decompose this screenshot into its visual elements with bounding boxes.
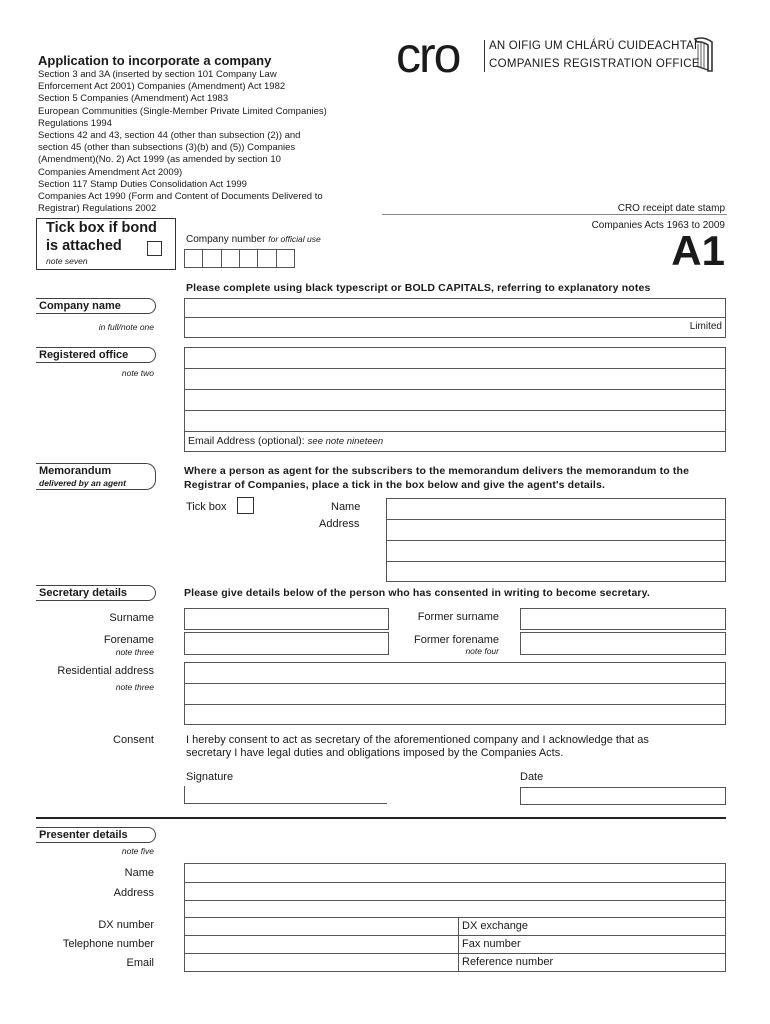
registered-office-section-title: Registered office	[39, 349, 129, 361]
receipt-stamp-label: CRO receipt date stamp	[617, 203, 725, 214]
signature-field[interactable]	[184, 786, 387, 804]
telephone-label: Telephone number	[62, 938, 154, 950]
company-number-label: Company number for official use	[186, 234, 321, 245]
presenter-address-line-2[interactable]	[184, 900, 726, 918]
harp-icon	[692, 36, 716, 79]
company-number-digit[interactable]	[203, 250, 221, 267]
memorandum-section-title: Memorandum	[39, 465, 112, 477]
former-forename-label: Former forename	[414, 634, 499, 646]
registered-office-line-1[interactable]	[184, 347, 726, 369]
former-surname-label: Former surname	[417, 611, 499, 623]
date-input[interactable]	[520, 787, 726, 805]
bond-title-line2: is attached	[46, 238, 122, 254]
general-instructions: Please complete using black typescript or BOLD CAPITALS, referring to explanatory notes	[186, 282, 651, 294]
consent-text-1: I hereby consent to act as secretary of the aforementioned company and I acknowledge that as	[186, 734, 649, 746]
secretary-instruction: Please give details below of the person who has consented in writing to become secretary.	[184, 587, 650, 599]
residential-address-line-3[interactable]	[184, 704, 726, 725]
company-number-digit[interactable]	[240, 250, 258, 267]
residential-address-label: Residential address	[57, 665, 154, 677]
presenter-divider	[36, 817, 726, 819]
agent-address-line-2[interactable]	[386, 540, 726, 562]
company-name-input-1[interactable]	[184, 298, 726, 318]
memorandum-instruction-1: Where a person as agent for the subscribers to the memorandum delivers the memorandum to the	[184, 465, 690, 477]
residential-address-line-1[interactable]	[184, 662, 726, 684]
forename-input[interactable]	[184, 632, 389, 655]
surname-input[interactable]	[184, 608, 389, 630]
secretary-section-title: Secretary details	[39, 587, 128, 599]
bond-title-line1: Tick box if bond	[46, 220, 157, 236]
registered-office-line-2[interactable]	[184, 368, 726, 390]
logo-divider	[484, 40, 485, 72]
former-forename-note: note four	[465, 646, 499, 656]
registered-office-line-4[interactable]	[184, 410, 726, 432]
dx-number-label: DX number	[98, 919, 154, 931]
consent-label: Consent	[113, 734, 154, 746]
legislation-text: Section 3 and 3A (inserted by section 101 Company Law Enforcement Act 2001) Companies (Amendment) Act 1982 Section 5 Companies (Amendment) Act 1983 European Communities (Single-Member Private Limited Companies) Regulations 1994 Sections 42 and 43, section 44 (other than subsection (2)) and section 45 (other than subsections (3)(b) and (5)) Companies (Amendment)(No. 2) Act 1999 (as amended by section 10 Companies Amendment Act 2009) Section 117 Stamp Duties Consolidation Act 1999 Companies Act 1990 (Form and Content of Documents Delivered to Registrar) Regulations 2002	[38, 69, 327, 215]
company-number-digit[interactable]	[222, 250, 240, 267]
registered-office-note: note two	[121, 368, 154, 378]
agent-tick-box[interactable]	[237, 497, 254, 514]
cro-logo: cro	[396, 27, 460, 83]
dx-number-input[interactable]	[184, 917, 459, 936]
email-address-label: Email Address (optional): see note nineteen	[188, 435, 384, 447]
former-forename-input[interactable]	[520, 632, 726, 655]
bond-note: note seven	[46, 256, 88, 266]
company-name-suffix: Limited	[689, 321, 722, 332]
telephone-input[interactable]	[184, 935, 459, 954]
presenter-section-title: Presenter details	[39, 829, 128, 841]
presenter-name-label: Name	[124, 867, 154, 879]
former-surname-input[interactable]	[520, 608, 726, 630]
bond-tick-box[interactable]	[147, 241, 162, 256]
company-name-note: in full/note one	[98, 322, 154, 332]
agent-address-line-3[interactable]	[386, 561, 726, 582]
presenter-email-input[interactable]	[184, 953, 459, 972]
agent-tick-label: Tick box	[186, 501, 227, 513]
signature-label: Signature	[186, 771, 234, 783]
header-rule	[382, 214, 727, 215]
memorandum-subtitle: delivered by an agent	[39, 478, 126, 488]
agent-address-label: Address	[319, 518, 360, 530]
presenter-name-input[interactable]	[184, 863, 726, 883]
forename-label: Forename	[103, 634, 154, 646]
company-name-section-title: Company name	[39, 300, 121, 312]
office-name-irish: AN OIFIG UM CHLÁRÚ CUIDEACHTAÍ	[489, 40, 698, 52]
acts-label: Companies Acts 1963 to 2009	[591, 220, 725, 231]
presenter-note: note five	[121, 846, 154, 856]
agent-address-line-1[interactable]	[386, 519, 726, 541]
presenter-address-line-1[interactable]	[184, 882, 726, 901]
fax-label: Fax number	[462, 938, 521, 950]
surname-label: Surname	[109, 612, 154, 624]
company-number-digit[interactable]	[277, 250, 294, 267]
residential-address-note: note three	[115, 682, 154, 692]
email-label: Email	[126, 957, 154, 969]
agent-name-input[interactable]	[386, 498, 726, 520]
form-code: A1	[671, 227, 725, 274]
residential-address-line-2[interactable]	[184, 683, 726, 705]
agent-name-label: Name	[331, 501, 361, 513]
company-name-input-2[interactable]	[184, 317, 726, 338]
company-number-boxes[interactable]	[184, 249, 295, 268]
office-name-english: COMPANIES REGISTRATION OFFICE	[489, 58, 700, 70]
forename-note: note three	[115, 647, 154, 657]
consent-text-2: secretary I have legal duties and obligations imposed by the Companies Acts.	[186, 747, 564, 759]
registered-office-line-3[interactable]	[184, 389, 726, 411]
presenter-address-label: Address	[113, 887, 154, 899]
company-number-digit[interactable]	[185, 250, 203, 267]
reference-label: Reference number	[462, 956, 554, 968]
dx-exchange-label: DX exchange	[462, 920, 529, 932]
company-number-digit[interactable]	[258, 250, 276, 267]
date-label: Date	[520, 771, 544, 783]
memorandum-instruction-2: Registrar of Companies, place a tick in the box below and give the agent's details.	[184, 479, 606, 491]
form-title: Application to incorporate a company	[38, 53, 272, 68]
